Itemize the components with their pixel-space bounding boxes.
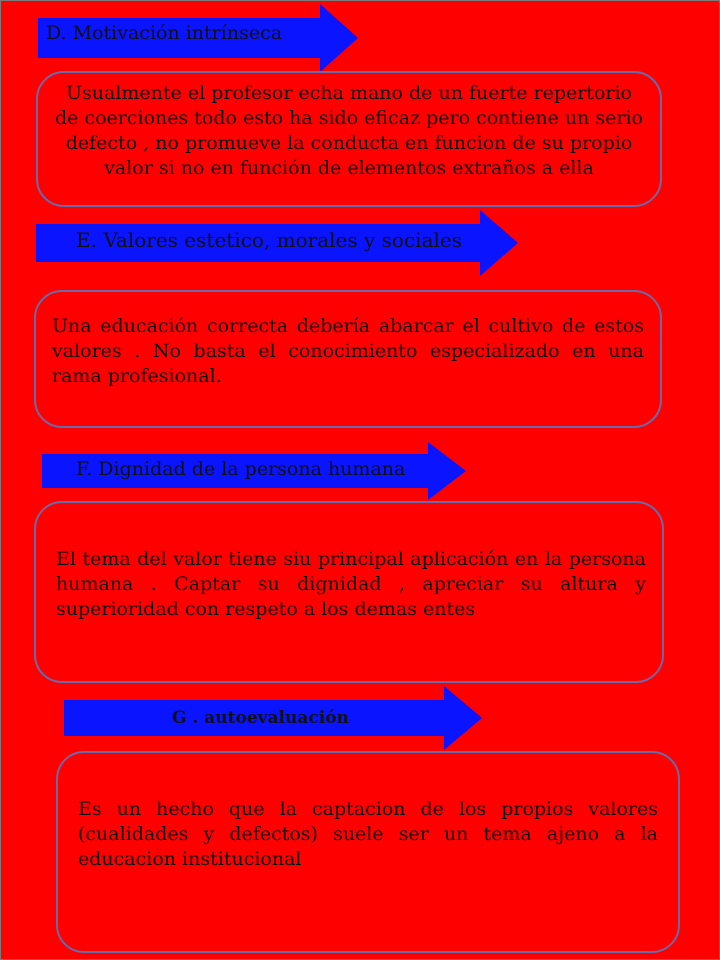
body-f: El tema del valor tiene siu principal aplicación en la persona humana . Captar su dignidad , apreciar su altura y superioridad con respeto a los demas entes bbox=[56, 548, 646, 620]
box-e bbox=[34, 290, 662, 428]
body-e: Una educación correcta debería abarcar el cultivo de estos valores . No basta el conocimiento especializado en una rama profesional. bbox=[52, 315, 644, 387]
heading-g: G . autoevaluación bbox=[172, 708, 349, 728]
box-d bbox=[36, 71, 662, 207]
body-g: Es un hecho que la captacion de los propios valores (cualidades y defectos) suele ser un tema ajeno a la educacion institucional bbox=[78, 798, 658, 870]
box-f bbox=[34, 501, 664, 683]
heading-e: E. Valores estetico, morales y sociales bbox=[76, 228, 462, 252]
heading-f: F. Dignidad de la persona humana bbox=[76, 458, 406, 480]
heading-d: D. Motivación intrínseca bbox=[46, 22, 283, 44]
box-g bbox=[56, 751, 680, 953]
body-d: Usualmente el profesor echa mano de un fuerte repertorio de coerciones todo esto ha sido eficaz pero contiene un serio defecto , no promueve la conducta en funcion de su propio valor si no en función de elementos extraños a ella bbox=[55, 82, 643, 179]
